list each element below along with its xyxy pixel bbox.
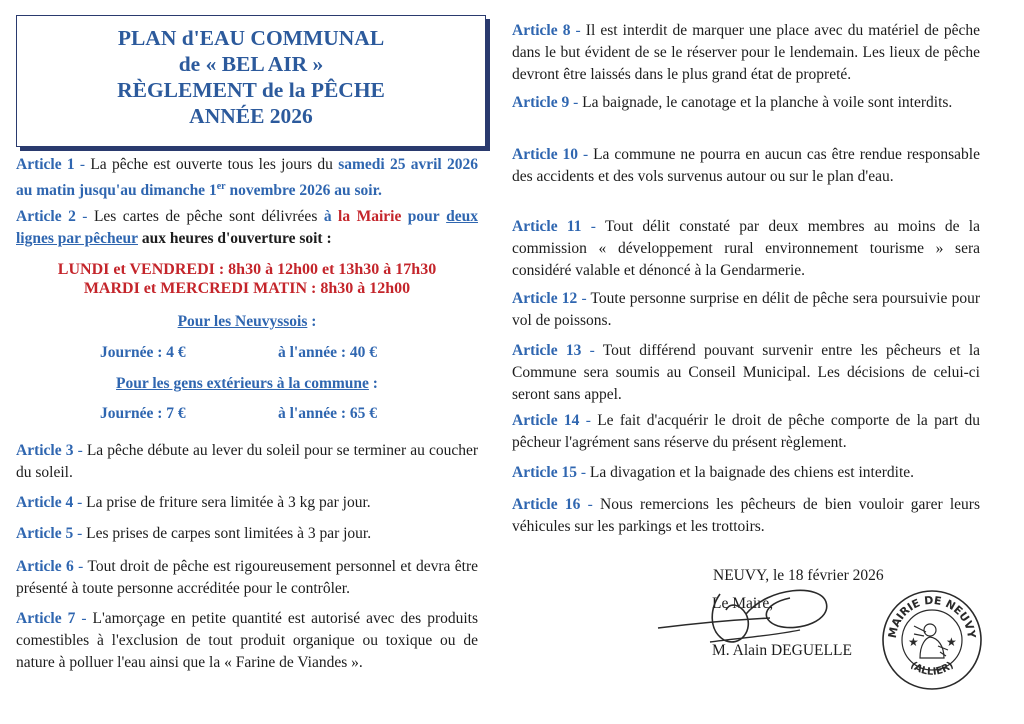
article-label: Article 2 [16,208,76,225]
article-11: Article 11 - Tout délit constaté par deux membres au moins de la commission « développement rural environnement tourisme » sera considéré valable et dénoncé à la Gendarmerie. [512,218,980,279]
article-3: Article 3 - La pêche débute au lever du soleil pour se terminer au coucher du soleil. [16,442,478,481]
handwritten-signature [650,580,840,660]
article-15: Article 15 - La divagation et la baignade des chiens est interdite. [512,464,914,481]
marianne-emblem [914,624,948,658]
hours-line-1: LUNDI et VENDREDI : 8h30 à 12h00 et 13h30 à 17h30 [57,261,437,278]
title-box [16,15,486,147]
article-14: Article 14 - Le fait d'acquérir le droit de pêche comporte de la part du pêcheur l'agrément sans réserve du présent règlement. [512,412,980,451]
title-line-3: RÈGLEMENT de la PÊCHE [117,78,385,102]
tarif-year-external: à l'année : 65 € [278,405,378,422]
article-8: Article 8 - Il est interdit de marquer une place avec du matériel de pêche dans le but évident de se le réserver pour le lendemain. Les lieux de pêche devront être laissés dans le plus grand état de propreté. [512,22,980,83]
title-line-4: ANNÉE 2026 [189,104,313,128]
tarif-year-residents: à l'année : 40 € [278,344,378,361]
article-5: Article 5 - Les prises de carpes sont limitées à 3 par jour. [16,525,372,542]
tarif-heading-residents: Pour les Neuvyssois : [177,313,317,330]
mayor-role: Le Maire, [712,595,774,612]
place-date: NEUVY, le 18 février 2026 [713,567,884,584]
article-9: Article 9 - La baignade, le canotage et la planche à voile sont interdits. [512,94,953,111]
star-icon-left: ★ [908,635,919,649]
stamp-text-bottom: (ALLIER) [908,659,956,678]
article-10: Article 10 - La commune ne pourra en aucun cas être rendue responsable des accidents et des vols survenus autour ou sur le plan d'eau. [512,146,980,185]
article-12: Article 12 - Toute personne surprise en délit de pêche sera poursuivie pour vol de poissons. [512,290,980,329]
tarif-day-residents: Journée : 4 € [100,344,186,361]
tarif-heading-external: Pour les gens extérieurs à la commune : [116,375,378,392]
article-4: Article 4 - La prise de friture sera limitée à 3 kg par jour. [16,494,371,511]
article-label: Article 1 [16,156,75,173]
article-7: Article 7 - L'amorçage en petite quantité est autorisé avec des produits comestibles à l'exclusion de tout produit organique ou toxique ou de nature à polluer l'eau ainsi que la « Farine de Viandes ». [16,610,478,671]
article-16: Article 16 - Nous remercions les pêcheurs de bien vouloir garer leurs véhicules sur les parkings et les trottoirs. [512,496,981,535]
article-2: Article 2 - Les cartes de pêche sont délivrées à la Mairie pour deux lignes par pêcheur aux heures d'ouverture soit : [16,208,479,247]
article-1: Article 1 - La pêche est ouverte tous les jours du samedi 25 avril 2026 au matin jusqu'au dimanche 1er novembre 2026 au soir. [16,156,478,200]
hours-line-2: MARDI et MERCREDI MATIN : 8h30 à 12h00 [83,280,411,297]
article-6: Article 6 - Tout droit de pêche est rigoureusement personnel et devra être présenté à toute personne accréditée pour le contrôler. [16,558,478,597]
mairie-stamp [880,588,984,692]
stamp-text-top: MAIRIE DE NEUVY [885,593,979,640]
title-line-1: PLAN d'EAU COMMUNAL [117,26,385,50]
star-icon-right: ★ [946,635,957,649]
title-line-2: de « BEL AIR » [178,52,324,76]
article-13: Article 13 - Tout différend pouvant survenir entre les pêcheurs et la Commune sera soumis au Conseil Municipal. Les décisions de celui-ci seront sans appel. [512,342,981,403]
tarif-day-external: Journée : 7 € [100,405,186,422]
mayor-name: M. Alain DEGUELLE [712,642,852,659]
